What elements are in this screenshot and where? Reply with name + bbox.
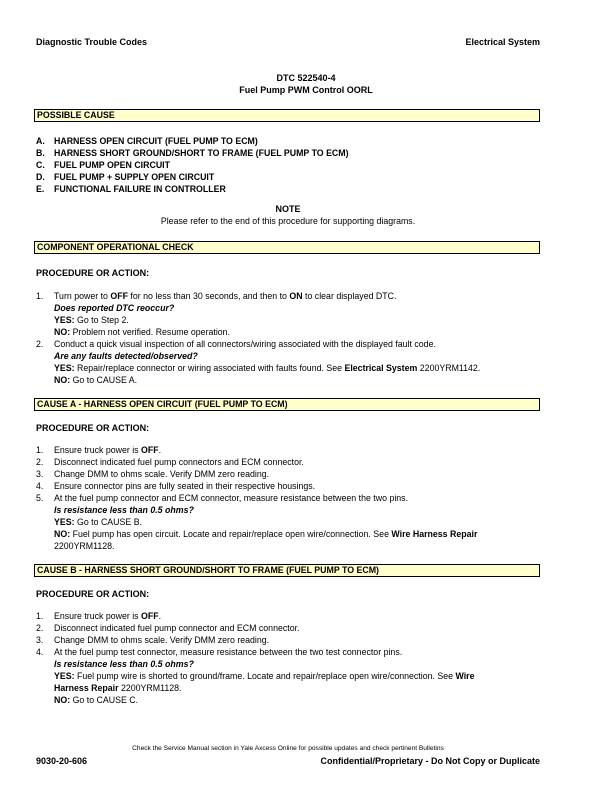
step-question: Is resistance less than 0.5 ohms? [54,659,194,669]
cause-b-steps [36,610,556,706]
cause-a-steps [36,444,556,552]
procedure-heading: PROCEDURE OR ACTION: [36,423,150,433]
step: 4. Ensure connector pins are fully seated in their respective housings. [36,481,316,491]
header-left: Diagnostic Trouble Codes [36,37,148,47]
cause-a-heading: CAUSE A - HARNESS OPEN CIRCUIT (FUEL PUMP TO ECM) [34,398,540,411]
reference-link: Harness Repair [54,683,119,693]
document-number: 9030-20-606 [36,756,88,766]
check-steps [36,290,556,386]
cause-item: A. HARNESS OPEN CIRCUIT (FUEL PUMP TO ECM) [36,136,258,146]
step-question: Are any faults detected/observed? [54,351,198,361]
procedure-heading: PROCEDURE OR ACTION: [36,589,150,599]
note-heading: NOTE [275,204,301,214]
step: 5. At the fuel pump connector and ECM connector, measure resistance between the two pins. Is resistance less than 0.5 ohms? YES: Go to CAUSE B. NO: Fuel pump has open circuit. Locate and repair/replace open wire/connection. See Wire Harness Repair 2200YRM1128. [36,492,556,552]
step: 1. Ensure truck power is OFF. [36,611,162,621]
dtc-title: Fuel Pump PWM Control OORL [239,85,373,95]
cause-item: E. FUNCTIONAL FAILURE IN CONTROLLER [36,184,226,194]
header-right: Electrical System [465,37,540,47]
cause-item: D. FUEL PUMP + SUPPLY OPEN CIRCUIT [36,172,215,182]
reference-link: Wire Harness Repair [391,529,478,539]
step-question: Does reported DTC reoccur? [54,303,175,313]
step: 3. Change DMM to ohms scale. Verify DMM zero reading. [36,469,270,479]
step: 1. Ensure truck power is OFF. [36,445,162,455]
cause-item: B. HARNESS SHORT GROUND/SHORT TO FRAME (FUEL PUMP TO ECM) [36,148,349,158]
footer-notice: Check the Service Manual section in Yale Axcess Online for possible updates and check pertinent Bulletins [132,745,444,752]
step: 4. At the fuel pump test connector, measure resistance between the two test connector pins. Is resistance less than 0.5 ohms? YES: Fuel pump wire is shorted to ground/frame. Locate and repair/replace open wire/connection. See Wire Harness Repair 2200YRM1128. NO: Go to CAUSE C. [36,646,556,706]
operational-check-heading: COMPONENT OPERATIONAL CHECK [34,241,540,254]
step: 2. Disconnect indicated fuel pump connector and ECM connector. [36,623,300,633]
step-question: Is resistance less than 0.5 ohms? [54,505,194,515]
cause-b-heading: CAUSE B - HARNESS SHORT GROUND/SHORT TO FRAME (FUEL PUMP TO ECM) [34,564,540,577]
reference-link: Electrical System [344,363,418,373]
reference-link: Wire [455,671,475,681]
step: 2. Disconnect indicated fuel pump connectors and ECM connector. [36,457,304,467]
confidential-notice: Confidential/Proprietary - Do Not Copy or Duplicate [320,756,540,766]
dtc-code: DTC 522540-4 [276,73,336,83]
step: 3. Change DMM to ohms scale. Verify DMM zero reading. [36,635,270,645]
note-text: Please refer to the end of this procedure for supporting diagrams. [160,216,416,226]
cause-item: C. FUEL PUMP OPEN CIRCUIT [36,160,171,170]
possible-cause-list [36,135,556,195]
step: 2. Conduct a quick visual inspection of all connectors/wiring associated with the displayed fault code. Are any faults detected/observed? YES: Repair/replace connector or wiring associated with faults found. See Electrical System 2200YRM1142. NO: Go to CAUSE A. [36,338,556,386]
procedure-heading: PROCEDURE OR ACTION: [36,268,150,278]
possible-cause-heading: POSSIBLE CAUSE [34,109,540,122]
step: 1. Turn power to OFF for no less than 30 seconds, and then to ON to clear displayed DTC. Does reported DTC reoccur? YES: Go to Step 2. NO: Problem not verified. Resume operation. [36,290,556,338]
